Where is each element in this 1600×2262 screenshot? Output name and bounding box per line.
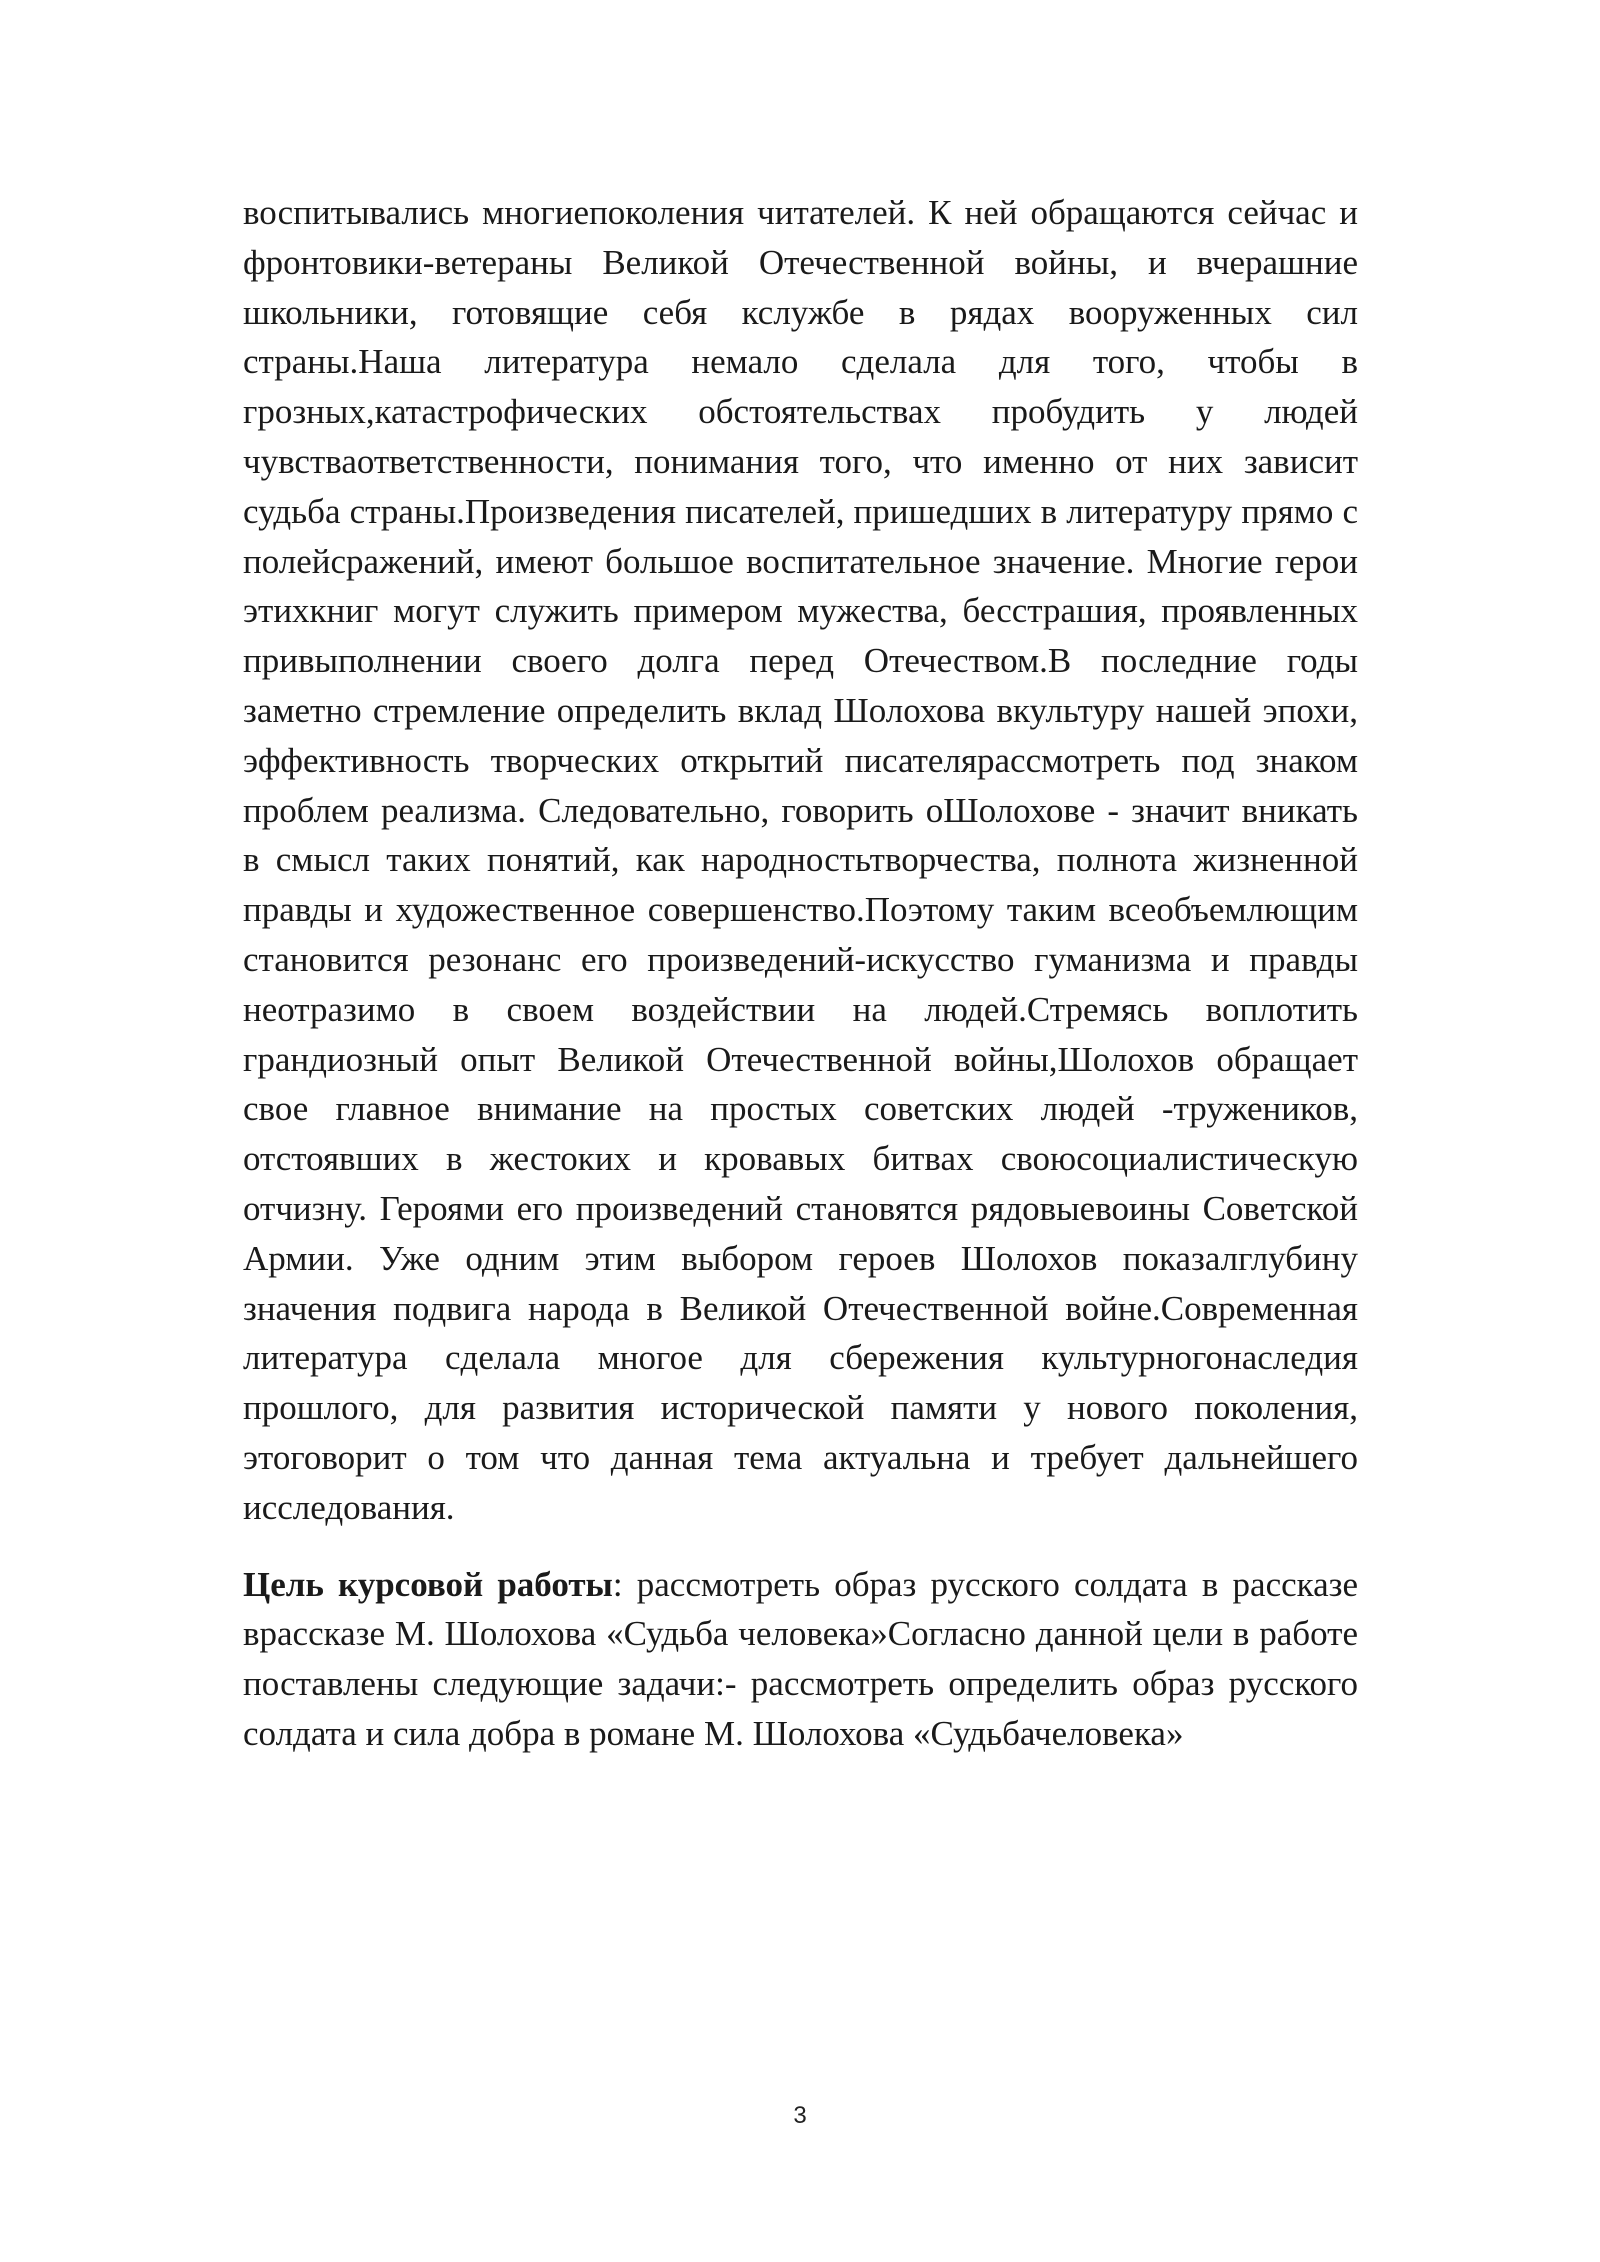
goal-text: : рассмотреть образ русского солдата в рассказе врассказе М. Шолохова «Судьба человека»Согласно данной цели в работе поставлены следующие задачи:- рассмотреть определить образ русского солдата и сила добра в романе М. Шолохова «Судьбачеловека» [243, 1564, 1359, 1753]
goal-paragraph [243, 1560, 1358, 1759]
text-column [243, 188, 1358, 1759]
body-paragraph: воспитывались многиепоколения читателей. К ней обращаются сейчас и фронтовики-ветераны Великой Отечественной войны, и вчерашние школьники, готовящие себя кслужбе в рядах вооруженных сил страны.Наша литература немало сделала для того, чтобы в грозных,катастрофических обстоятельствах пробудить у людей чувстваответственности, понимания того, что именно от них зависит судьба страны.Произведения писателей, пришедших в литературу прямо с полейсражений, имеют большое воспитательное значение. Многие герои этихкниг могут служить примером мужества, бесстрашия, проявленных привыполнении своего долга перед Отечеством.В последние годы заметно стремление определить вклад Шолохова вкультуру нашей эпохи, эффективность творческих открытий писателярассмотреть под знаком проблем реализма. Следовательно, говорить оШолохове - значит вникать в смысл таких понятий, как народностьтворчества, полнота жизненной правды и художественное совершенство.Поэтому таким всеобъемлющим становится резонанс его произведений-искусство гуманизма и правды неотразимо в своем воздействии на людей.Стремясь воплотить грандиозный опыт Великой Отечественной войны,Шолохов обращает свое главное внимание на простых советских людей -тружеников, отстоявших в жестоких и кровавых битвах своюсоциалистическую отчизну. Героями его произведений становятся рядовыевоины Советской Армии. Уже одним этим выбором героев Шолохов показалглубину значения подвига народа в Великой Отечественной войне.Современная литература сделала многое для сбережения культурногонаследия прошлого, для развития исторической памяти у нового поколения, этоговорит о том что данная тема актуальна и требует дальнейшего исследования. [243, 193, 1358, 1527]
page-number: 3 [793, 2102, 807, 2129]
goal-label: Цель курсовой работы [243, 1564, 613, 1604]
